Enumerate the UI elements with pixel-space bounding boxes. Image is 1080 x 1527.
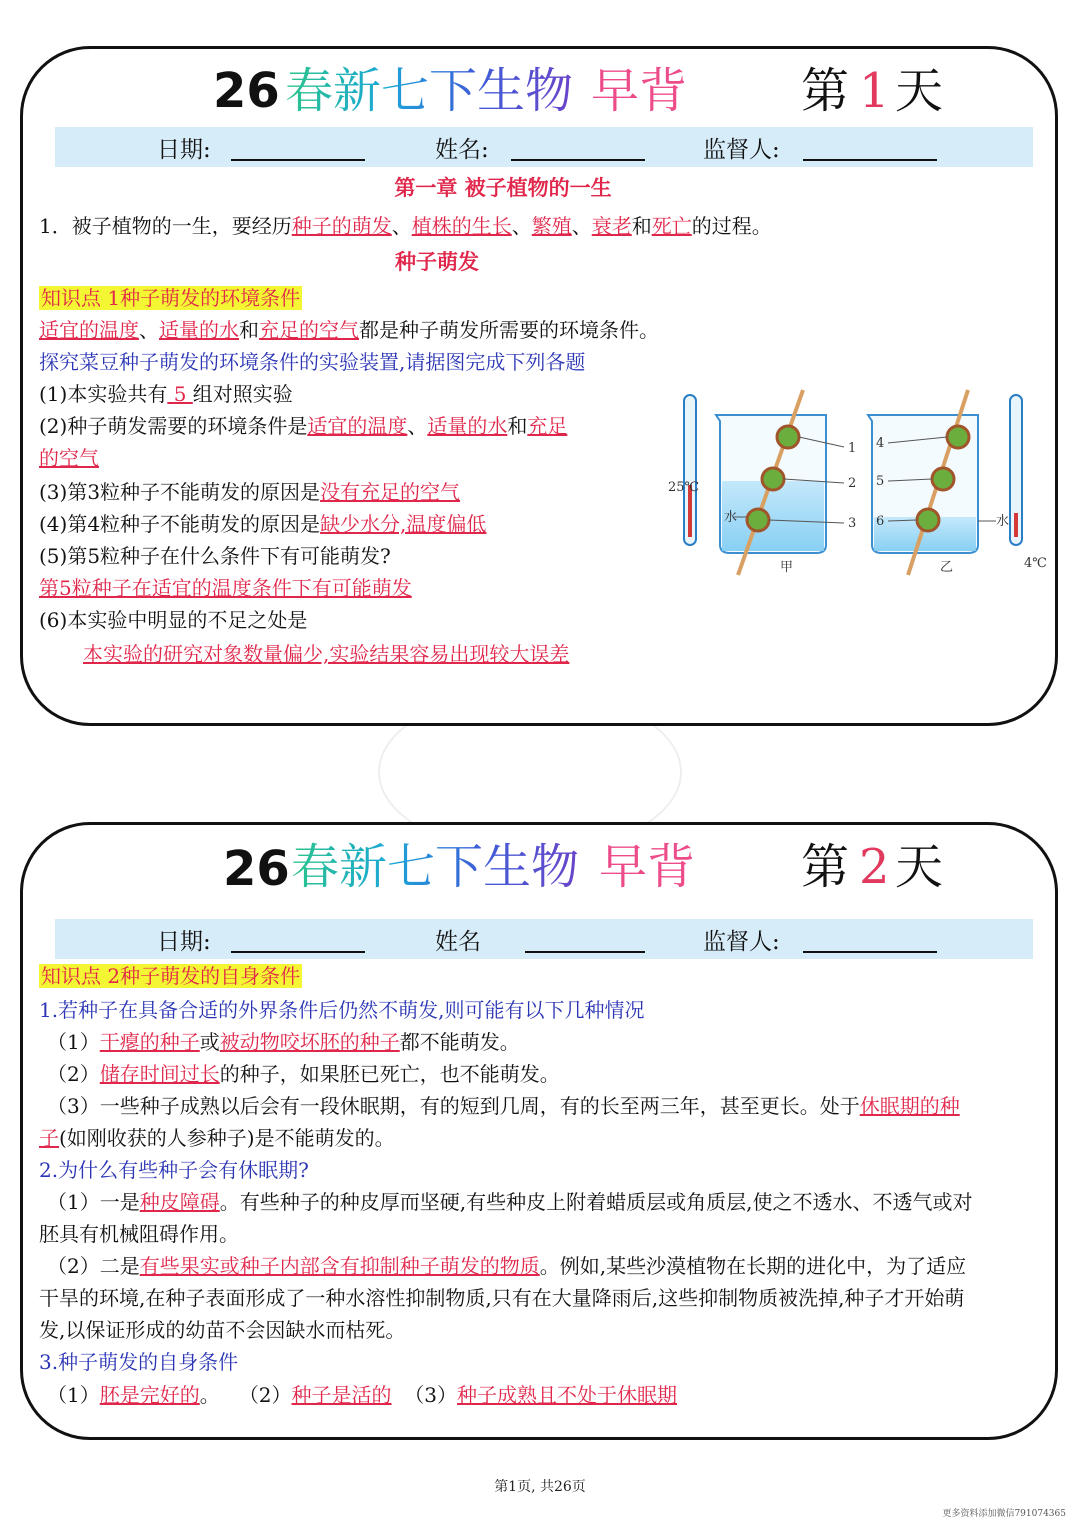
answer: 种皮障碍 xyxy=(139,1190,220,1214)
date-label: 日期: xyxy=(157,137,211,163)
title-zaobei: 早背 xyxy=(599,839,696,895)
p4-q: (4)第4粒种子不能萌发的原因是 xyxy=(39,512,321,536)
supervisor-label: 监督人: xyxy=(703,137,780,163)
part-2-cont xyxy=(39,443,99,473)
chapter-heading: 第一章 被子植物的一生 xyxy=(394,175,612,200)
name-field[interactable] xyxy=(511,159,645,161)
answer: 充足 xyxy=(527,414,568,438)
index: （2）二是 xyxy=(47,1254,140,1278)
date-label: 日期: xyxy=(157,929,211,955)
part-6-answer xyxy=(83,639,569,669)
tail: 都不能萌发。 xyxy=(399,1030,520,1054)
answer: 充足的空气 xyxy=(259,318,359,342)
index: （2） xyxy=(47,1062,100,1086)
supervisor-label: 监督人: xyxy=(703,929,780,955)
sep: 、 xyxy=(571,214,592,238)
part-6: (6)本实验中明显的不足之处是 xyxy=(39,608,308,632)
date-field[interactable] xyxy=(231,159,365,161)
title-year: 26 xyxy=(223,841,290,897)
title-tian: 天 xyxy=(895,63,944,119)
answer: 种子的萌发 xyxy=(291,214,392,238)
answer: 子 xyxy=(39,1126,59,1150)
answer: 胚是完好的 xyxy=(99,1383,200,1407)
case-3 xyxy=(47,1091,960,1121)
date-field[interactable] xyxy=(231,951,365,953)
reason-1 xyxy=(47,1187,972,1217)
heading-1: 1.若种子在具备合适的外界条件后仍然不萌发,则可能有以下几种情况 xyxy=(39,998,645,1022)
answer: 储存时间过长 xyxy=(99,1062,220,1086)
title-day-number: 2 xyxy=(859,839,890,895)
num-6: 6 xyxy=(876,514,885,529)
q1-text: 1．被子植物的一生，要经历 xyxy=(39,214,292,238)
text: （3）一些种子成熟以后会有一段休眠期，有的短到几周，有的长至两三年，甚至更长。处于 xyxy=(47,1094,860,1118)
name-label: 姓名: xyxy=(435,137,489,163)
answer: 有些果实或种子内部含有抑制种子萌发的物质 xyxy=(139,1254,540,1278)
answer: 休眠期的种 xyxy=(859,1094,960,1118)
part-5: (5)第5粒种子在什么条件下有可能萌发? xyxy=(39,544,391,568)
self-conditions xyxy=(47,1380,677,1410)
answer: 适宜的温度 xyxy=(39,318,139,342)
answer: 缺少水分,温度偏低 xyxy=(320,512,487,536)
seed-6 xyxy=(917,509,939,531)
part-3 xyxy=(39,477,460,507)
sep: 、 xyxy=(391,214,412,238)
p1-tail: 组对照实验 xyxy=(192,382,293,406)
title-year: 26 xyxy=(213,63,280,119)
answer: 被动物咬坏胚的种子 xyxy=(219,1030,400,1054)
tail: 。有些种子的种皮厚而坚硬,有些种皮上附着蜡质层或角质层,使之不透水、不透气或对 xyxy=(219,1190,973,1214)
tail: (如刚收获的人参种子)是不能萌发的。 xyxy=(59,1126,395,1150)
p2-q: (2)种子萌发需要的环境条件是 xyxy=(39,414,308,438)
reason-2 xyxy=(47,1251,966,1281)
reason-1-cont: 胚具有机械阻碍作用。 xyxy=(39,1222,239,1246)
name-field[interactable] xyxy=(525,951,645,953)
part-5-answer xyxy=(39,573,412,603)
knowledge-point-1 xyxy=(39,283,302,313)
q1-tail: 的过程。 xyxy=(691,214,772,238)
page-footer: 第1页, 共26页 xyxy=(494,1479,586,1495)
conj: 和 xyxy=(507,414,528,438)
answer: 5 xyxy=(167,382,193,406)
title-day-number: 1 xyxy=(859,63,890,119)
conj: 或 xyxy=(199,1030,220,1054)
tail: 的种子，如果胚已死亡，也不能萌发。 xyxy=(219,1062,560,1086)
reason-2-cont: 干旱的环境,在种子表面形成了一种水溶性抑制物质,只有在大量降雨后,这些抑制物质被洗掉,种子才开始萌 xyxy=(39,1286,965,1310)
heading-3: 3.种子萌发的自身条件 xyxy=(39,1350,239,1374)
info-bar xyxy=(55,127,1033,167)
index: （3） xyxy=(404,1383,457,1407)
num-3: 3 xyxy=(848,516,857,531)
answer: 繁殖 xyxy=(531,214,572,238)
answer: 没有充足的空气 xyxy=(320,480,461,504)
index: （2） xyxy=(238,1383,292,1407)
seed-4 xyxy=(947,426,969,448)
label-jia: 甲 xyxy=(780,560,794,575)
kp2-label: 知识点 2种子萌发的自身条件 xyxy=(41,964,301,988)
env-conditions xyxy=(39,315,659,345)
reason-2-cont2: 发,以保证形成的幼苗不会因缺水而枯死。 xyxy=(39,1318,406,1342)
answer: 的空气 xyxy=(39,446,99,470)
index: （1） xyxy=(47,1030,100,1054)
answer: 植株的生长 xyxy=(411,214,512,238)
seed-5 xyxy=(932,468,954,490)
answer: 种子是活的 xyxy=(291,1383,392,1407)
sep: 、 xyxy=(407,414,428,438)
heading-2: 2.为什么有些种子会有休眠期? xyxy=(39,1158,309,1182)
part-4 xyxy=(39,509,486,539)
case-2 xyxy=(47,1059,560,1089)
supervisor-field[interactable] xyxy=(803,951,937,953)
answer: 死亡 xyxy=(651,214,692,238)
day2-title xyxy=(23,837,1055,903)
corner-note: 更多资料添加微信791074365 xyxy=(942,1509,1066,1519)
experiment-figure xyxy=(638,385,1047,577)
day2-card xyxy=(20,822,1058,1440)
title-subject: 春新七下生物 xyxy=(285,63,574,119)
day1-title xyxy=(23,61,1055,127)
seed-1 xyxy=(777,426,799,448)
question-1 xyxy=(39,211,772,241)
case-3-cont xyxy=(39,1123,395,1153)
supervisor-field[interactable] xyxy=(803,159,937,161)
sep: 。 xyxy=(199,1383,220,1407)
label-yi: 乙 xyxy=(940,560,954,575)
title-di: 第 xyxy=(801,63,850,119)
conj: 和 xyxy=(631,214,652,238)
env-tail: 都是种子萌发所需要的环境条件。 xyxy=(359,318,659,342)
index: （1） xyxy=(47,1383,100,1407)
answer: 适量的水 xyxy=(427,414,508,438)
answer: 干瘪的种子 xyxy=(99,1030,200,1054)
sep: 、 xyxy=(139,318,159,342)
title-subject: 春新七下生物 xyxy=(291,839,580,895)
section-heading: 种子萌发 xyxy=(395,249,479,274)
answer: 适宜的温度 xyxy=(307,414,408,438)
name-label: 姓名 xyxy=(435,929,481,955)
tail: 。例如,某些沙漠植物在长期的进化中，为了适应 xyxy=(539,1254,967,1278)
answer: 适量的水 xyxy=(159,318,239,342)
knowledge-point-2 xyxy=(39,961,302,991)
p1-q: (1)本实验共有 xyxy=(39,382,168,406)
answer: 本实验的研究对象数量偏少,实验结果容易出现较大误差 xyxy=(83,642,570,666)
part-1 xyxy=(39,379,293,409)
answer: 种子成熟且不处于休眠期 xyxy=(457,1383,677,1407)
num-1: 1 xyxy=(848,441,857,456)
info-bar xyxy=(55,919,1033,959)
num-4: 4 xyxy=(876,436,885,451)
answer: 第5粒种子在适宜的温度条件下有可能萌发 xyxy=(39,576,412,600)
answer: 衰老 xyxy=(591,214,632,238)
title-di: 第 xyxy=(801,839,850,895)
index: （1）一是 xyxy=(47,1190,140,1214)
seed-3 xyxy=(747,509,769,531)
temp-right: 4℃ xyxy=(1024,556,1047,571)
p3-q: (3)第3粒种子不能萌发的原因是 xyxy=(39,480,321,504)
title-tian: 天 xyxy=(895,839,944,895)
kp1-label: 知识点 1种子萌发的环境条件 xyxy=(41,286,301,310)
day1-card xyxy=(20,46,1058,726)
case-1 xyxy=(47,1027,520,1057)
num-2: 2 xyxy=(848,476,857,491)
title-zaobei: 早背 xyxy=(591,63,688,119)
num-5: 5 xyxy=(876,474,885,489)
water-right-label: 水 xyxy=(996,514,1010,529)
temp-left: 25℃ xyxy=(668,480,700,495)
sep: 、 xyxy=(511,214,532,238)
explore-heading: 探究菜豆种子萌发的环境条件的实验装置,请据图完成下列各题 xyxy=(39,350,586,374)
water-left-label: 水 xyxy=(724,510,738,525)
conj: 和 xyxy=(239,318,259,342)
part-2 xyxy=(39,411,567,441)
seed-2 xyxy=(762,468,784,490)
